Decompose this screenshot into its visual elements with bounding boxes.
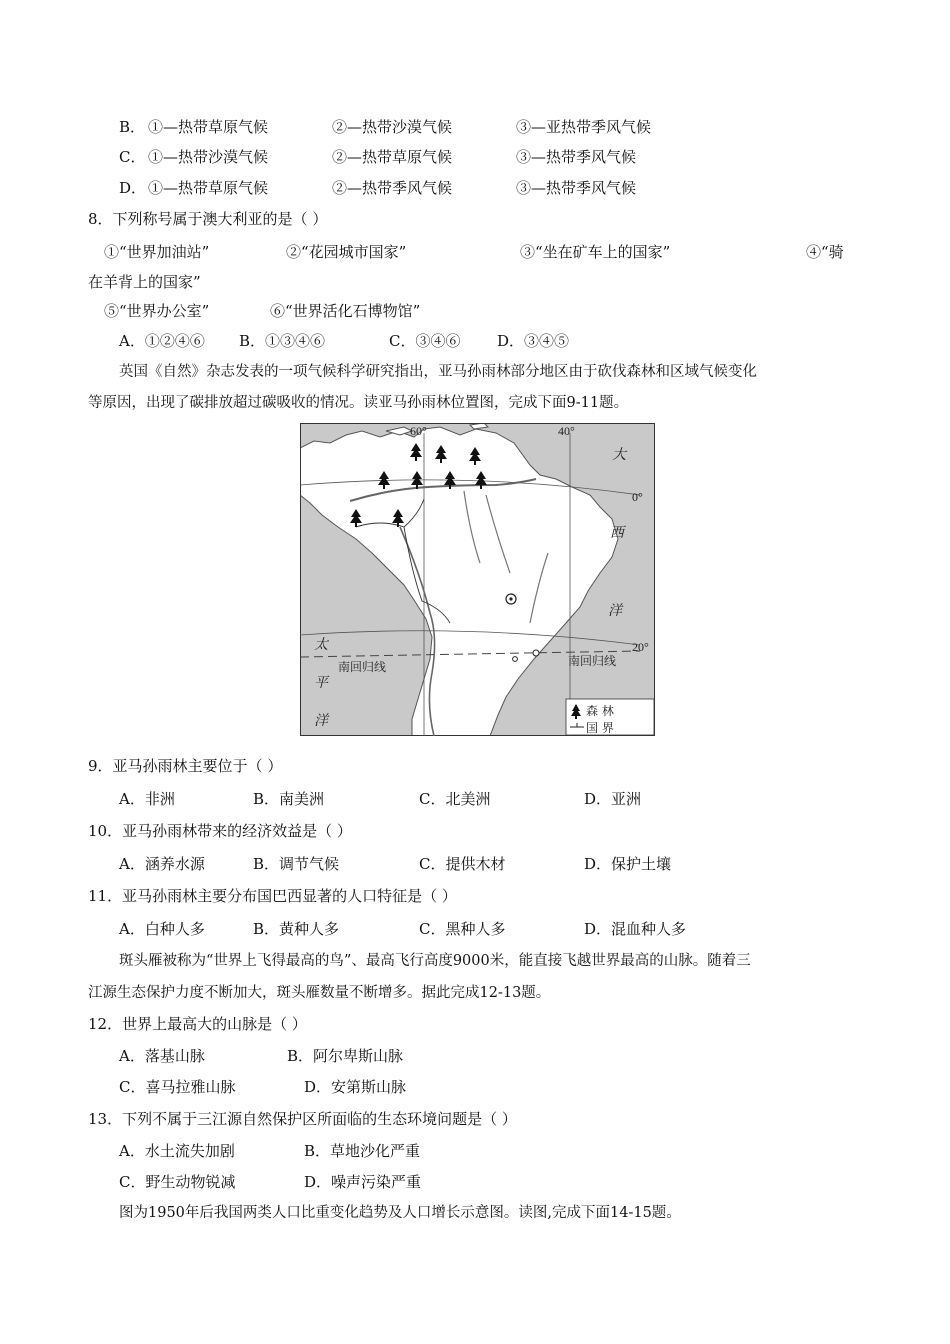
q7-option-c-label: C．: [119, 148, 146, 166]
q8-item-3: ③“坐在矿车上的国家”: [520, 243, 671, 261]
q13-option-a: A．水土流失加剧: [119, 1142, 235, 1160]
q7-option-d-item3: ③—热带季风气候: [516, 179, 637, 197]
q11-option-b: B．黄种人多: [253, 920, 340, 938]
q9-option-a: A．非洲: [119, 790, 175, 808]
q8-item-6: ⑥“世界活化石博物馆”: [270, 302, 421, 320]
q11-option-c: C．黑种人多: [419, 920, 506, 938]
pacific-label-3: 洋: [314, 713, 328, 729]
q8-item-2: ②“花园城市国家”: [286, 243, 407, 261]
passage-population-line-1: 图为1950年后我国两类人口比重变化趋势及人口增长示意图。读图,完成下面14-15题。: [119, 1205, 681, 1221]
q13-option-d: D．噪声污染严重: [304, 1173, 422, 1191]
q7-option-b-label: B．: [119, 118, 146, 136]
q12-option-a: A．落基山脉: [119, 1047, 205, 1065]
q8-item-1: ①“世界加油站”: [104, 243, 210, 261]
atlantic-label-2: 西: [610, 525, 624, 541]
capital-marker-dot: [509, 597, 512, 600]
q9-stem: 9．亚马孙雨林主要位于（ ）: [88, 757, 283, 775]
latitude-label-0: 0°: [632, 490, 643, 504]
pacific-label-1: 太: [314, 637, 328, 653]
q8-option-c: C．③④⑥: [389, 332, 461, 350]
q9-option-c: C．北美洲: [419, 790, 491, 808]
q7-option-b-item1: ①—热带草原气候: [148, 118, 269, 136]
q10-stem: 10．亚马孙雨林带来的经济效益是（ ）: [88, 822, 352, 840]
q9-option-b: B．南美洲: [253, 790, 325, 808]
city-marker: [513, 657, 518, 662]
q8-stem: 8．下列称号属于澳大利亚的是（ ）: [88, 210, 328, 228]
q7-option-d-label: D．: [119, 179, 147, 197]
legend-border-label: 国 界: [586, 721, 614, 735]
q7-option-d-item2: ②—热带季风气候: [332, 179, 453, 197]
passage-amazon-line-1: 英国《自然》杂志发表的一项气候科学研究指出，亚马孙雨林部分地区由于砍伐森林和区域气候变化: [119, 364, 757, 380]
passage-amazon-line-2: 等原因，出现了碳排放超过碳吸收的情况。读亚马孙雨林位置图，完成下面9-11题。: [88, 395, 629, 411]
legend-forest-label: 森 林: [586, 704, 614, 718]
q11-option-a: A．白种人多: [119, 920, 205, 938]
q11-option-d: D．混血种人多: [584, 920, 687, 938]
tropic-label-right: 南回归线: [568, 654, 617, 668]
q13-option-c: C．野生动物锐减: [119, 1173, 236, 1191]
tropic-label-left: 南回归线: [338, 660, 387, 674]
q8-option-b: B．①③④⑥: [239, 332, 326, 350]
q8-item-4-end: 在羊背上的国家”: [88, 273, 201, 291]
q11-stem: 11．亚马孙雨林主要分布国巴西显著的人口特征是（ ）: [88, 887, 457, 905]
q12-option-d: D．安第斯山脉: [304, 1078, 407, 1096]
longitude-label-40: 40°: [558, 424, 575, 438]
q8-option-a: A．①②④⑥: [119, 332, 205, 350]
atlantic-label-1: 大: [612, 447, 626, 463]
q7-option-c-item2: ②—热带草原气候: [332, 148, 453, 166]
passage-goose-line-2: 江源生态保护力度不断加大，斑头雁数量不断增多。据此完成12-13题。: [88, 985, 551, 1001]
q7-option-c-item1: ①—热带沙漠气候: [148, 148, 269, 166]
q9-option-d: D．亚洲: [584, 790, 642, 808]
q7-option-b-item3: ③—亚热带季风气候: [516, 118, 652, 136]
q8-item-5: ⑤“世界办公室”: [104, 302, 210, 320]
atlantic-label-3: 洋: [608, 603, 622, 619]
q10-option-a: A．涵养水源: [119, 855, 205, 873]
amazon-location-map: [300, 423, 655, 736]
q8-option-d: D．③④⑤: [497, 332, 570, 350]
q7-option-b-item2: ②—热带沙漠气候: [332, 118, 453, 136]
longitude-label-60: 60°: [410, 424, 427, 438]
q12-stem: 12．世界上最高大的山脉是（ ）: [88, 1015, 307, 1033]
q12-option-c: C．喜马拉雅山脉: [119, 1078, 236, 1096]
pacific-label-2: 平: [314, 675, 328, 691]
q12-option-b: B．阿尔卑斯山脉: [287, 1047, 404, 1065]
q13-stem: 13．下列不属于三江源自然保护区所面临的生态环境问题是（ ）: [88, 1110, 517, 1128]
q7-option-d-item1: ①—热带草原气候: [148, 179, 269, 197]
passage-goose-line-1: 斑头雁被称为“世界上飞得最高的鸟”、最高飞行高度9000米，能直接飞越世界最高的山脉。随着三: [119, 953, 751, 969]
latitude-label-20: 20°: [632, 640, 649, 654]
city-marker: [533, 650, 539, 656]
q10-option-d: D．保护土壤: [584, 855, 672, 873]
q7-option-c-item3: ③—热带季风气候: [516, 148, 637, 166]
q8-item-4-start: ④“骑: [806, 243, 844, 261]
q13-option-b: B．草地沙化严重: [304, 1142, 421, 1160]
q10-option-b: B．调节气候: [253, 855, 340, 873]
q10-option-c: C．提供木材: [419, 855, 506, 873]
